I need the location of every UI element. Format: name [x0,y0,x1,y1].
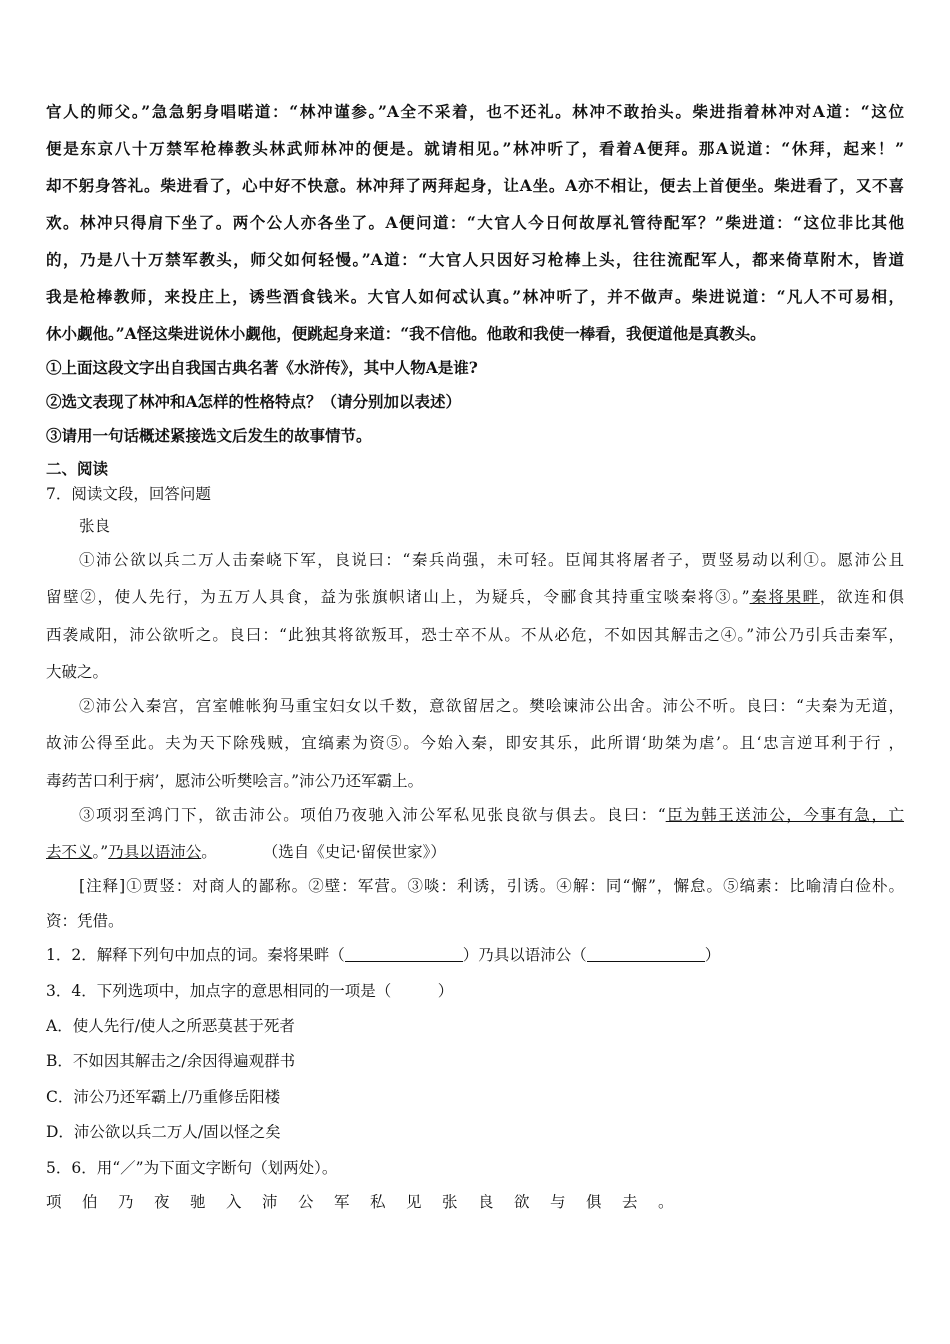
option-c: C．沛公乃还军霸上/乃重修岳阳楼 [46,1088,281,1106]
p3-line-2 [46,841,446,863]
q12-mid: ）乃具以语沛公（ [462,946,587,964]
passage-line-2: 便是东京八十万禁军枪棒教头林武师林冲的便是。就请相见。”林冲听了，看着A便拜。那A说道：“休拜，起来！” [46,139,904,158]
section-heading: 二、阅读 [46,459,109,478]
question-3: ③请用一句话概述紧接选文后发生的故事情节。 [46,426,372,445]
q12-post: ） [704,946,721,964]
passage-line-7: 休小觑他。”A怪这柴进说休小觑他，便跳起身来道：“我不信他。他敢和我使一棒看，我便道他是真教头。 [46,324,766,343]
p1-line-1: ①沛公欲以兵二万人击秦峣下军，良说曰：“秦兵尚强，未可轻。臣闻其将屠者子，贾竖易动以利①。愿沛公且 [79,551,904,569]
p3-line-1 [79,804,904,826]
underlined-chen-wei-hanwang: 臣为韩王送沛公，今事有急，亡 [665,806,904,824]
option-b: B．不如因其解击之/余因得遍观群书 [46,1052,296,1070]
passage-line-4: 欢。林冲只得肩下坐了。两个公人亦各坐了。A便问道：“大官人今日何故厚礼管待配军？”柴进道：“这位非比其他 [46,213,904,232]
p3-line-2-post: 。 [201,843,217,861]
p1-line-2-post: ，欲连和俱 [819,588,904,606]
question-1-2 [46,944,720,966]
punctuation-sentence: 项伯乃夜驰入沛公军私见张良欲与俱去。 [46,1193,695,1211]
answer-blank-2[interactable] [587,947,705,962]
p1-line-3: 西袭咸阳，沛公欲听之。良曰：“此独其将欲叛耳，恐士卒不从。不从必危，不如因其解击之④。”沛公乃引兵击秦军， [46,626,904,644]
answer-blank-1[interactable] [345,947,463,962]
question-5-6: 5．6．用“／”为下面文字断句（划两处）。 [46,1159,338,1177]
passage-line-6: 我是枪棒教师，来投庄上，诱些酒食钱米。大官人如何忒认真。”林冲听了，并不做声。柴进说道：“凡人不可易相， [46,287,904,306]
underlined-qin-jiang-guo-pan: 秦将果畔 [749,588,820,606]
q12-pre: 1．2．解释下列句中加点的词。秦将果畔（ [46,946,345,964]
option-d: D．沛公欲以兵二万人/固以怪之矣 [46,1123,281,1141]
article-title: 张良 [79,517,111,535]
passage-line-3: 却不躬身答礼。柴进看了，心中好不快意。林冲拜了两拜起身，让A坐。A亦不相让，便去上首便坐。柴进看了，又不喜 [46,176,904,195]
notes-line-1: [注释]①贾竖：对商人的鄙称。②壁：军营。③啖：利诱，引诱。④解：同“懈”，懈怠。⑤缟素：比喻清白俭朴。 [79,877,904,895]
question-2: ②选文表现了林冲和A怎样的性格特点？（请分别加以表述） [46,392,462,411]
p2-line-2: 故沛公得至此。夫为天下除残贼，宜缟素为资⑤。今始入秦，即安其乐，此所谓‘助桀为虐’。且‘忠言逆耳利于行 ， [46,734,904,752]
notes-line-2: 资：凭借。 [46,912,124,930]
option-a: A．使人先行/使人之所恶莫甚于死者 [46,1017,295,1035]
question-1: ①上面这段文字出自我国古典名著《水浒传》，其中人物A是谁? [46,358,478,377]
p3-line-2-mid: 。” [92,843,109,861]
underlined-qu-bu-yi: 去不义 [46,843,93,861]
question-3-4: 3．4．下列选项中，加点字的意思相同的一项是（ ） [46,982,454,1000]
source-citation: （选自《史记·留侯世家》） [262,843,446,861]
p2-line-3: 毒药苦口利于病’，愿沛公听樊哙言。”沛公乃还军霸上。 [46,772,424,790]
p1-line-2-pre: 留壁②，使人先行，为五万人具食，益为张旗帜诸山上，为疑兵，令郦食其持重宝啖秦将③。” [46,588,750,606]
passage-line-1: 官人的师父。”急急躬身唱喏道：“林冲谨参。”A全不采着，也不还礼。林冲不敢抬头。柴进指着林冲对A道：“这位 [46,102,904,121]
p1-line-4: 大破之。 [46,663,109,681]
p2-line-1: ②沛公入秦宫，宫室帷帐狗马重宝妇女以千数，意欲留居之。樊哙谏沛公出舍。沛公不听。良曰：“夫秦为无道， [79,697,904,715]
p3-line-1-pre: ③项羽至鸿门下，欲击沛公。项伯乃夜驰入沛公军私见张良欲与俱去。良曰：“ [79,806,666,824]
question-7: 7．阅读文段，回答问题 [46,485,211,503]
underlined-nai-ju-yi-yu: 乃具以语沛公 [108,843,202,861]
p1-line-2 [46,586,904,608]
passage-line-5: 的，乃是八十万禁军教头，师父如何轻慢。”A道：“大官人只因好习枪棒上头，往往流配军人，都来倚草附木，皆道 [46,250,904,269]
